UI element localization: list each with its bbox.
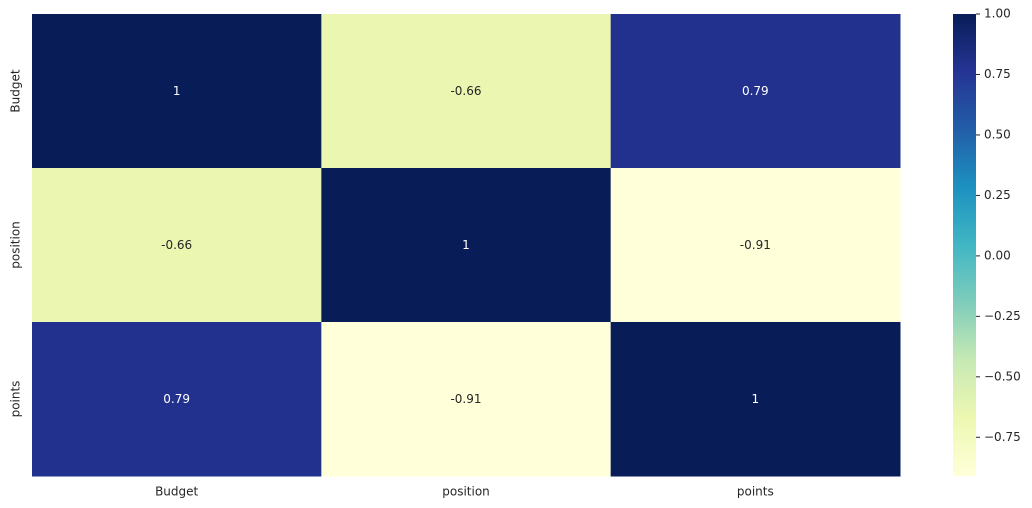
x-tick-label: Budget [155, 484, 199, 499]
cell-value-label: -0.91 [450, 392, 482, 406]
cell-value-label: 0.79 [163, 392, 191, 406]
y-axis [9, 69, 23, 417]
colorbar-tick-label: 0.50 [984, 127, 1011, 142]
colorbar-tick-label: 0.75 [984, 66, 1011, 81]
y-tick-label: points [8, 380, 23, 418]
colorbar-tick-label: −0.25 [984, 308, 1021, 323]
x-axis [155, 485, 774, 499]
y-tick-label: Budget [8, 69, 23, 113]
cell-value-label: -0.66 [161, 238, 193, 252]
colorbar-gradient [953, 14, 976, 476]
colorbar-tick-label: 0.00 [984, 248, 1011, 263]
colorbar-tick-label: 1.00 [984, 6, 1011, 21]
cell-value-label: -0.91 [739, 238, 771, 252]
cell-value-label: 1 [462, 238, 470, 252]
cell-value-label: 0.79 [741, 84, 769, 98]
colorbar-tick-label: −0.50 [984, 369, 1021, 384]
colorbar-tick-label: −0.75 [984, 429, 1021, 444]
colorbar-tick-label: 0.25 [984, 187, 1011, 202]
cell-value-label: 1 [751, 392, 760, 406]
x-tick-label: points [736, 484, 774, 499]
y-tick-label: position [8, 221, 23, 269]
cell-value-label: -0.66 [450, 84, 482, 98]
colorbar [953, 7, 1021, 477]
x-tick-label: position [442, 484, 490, 499]
cell-value-label: 1 [172, 84, 181, 98]
